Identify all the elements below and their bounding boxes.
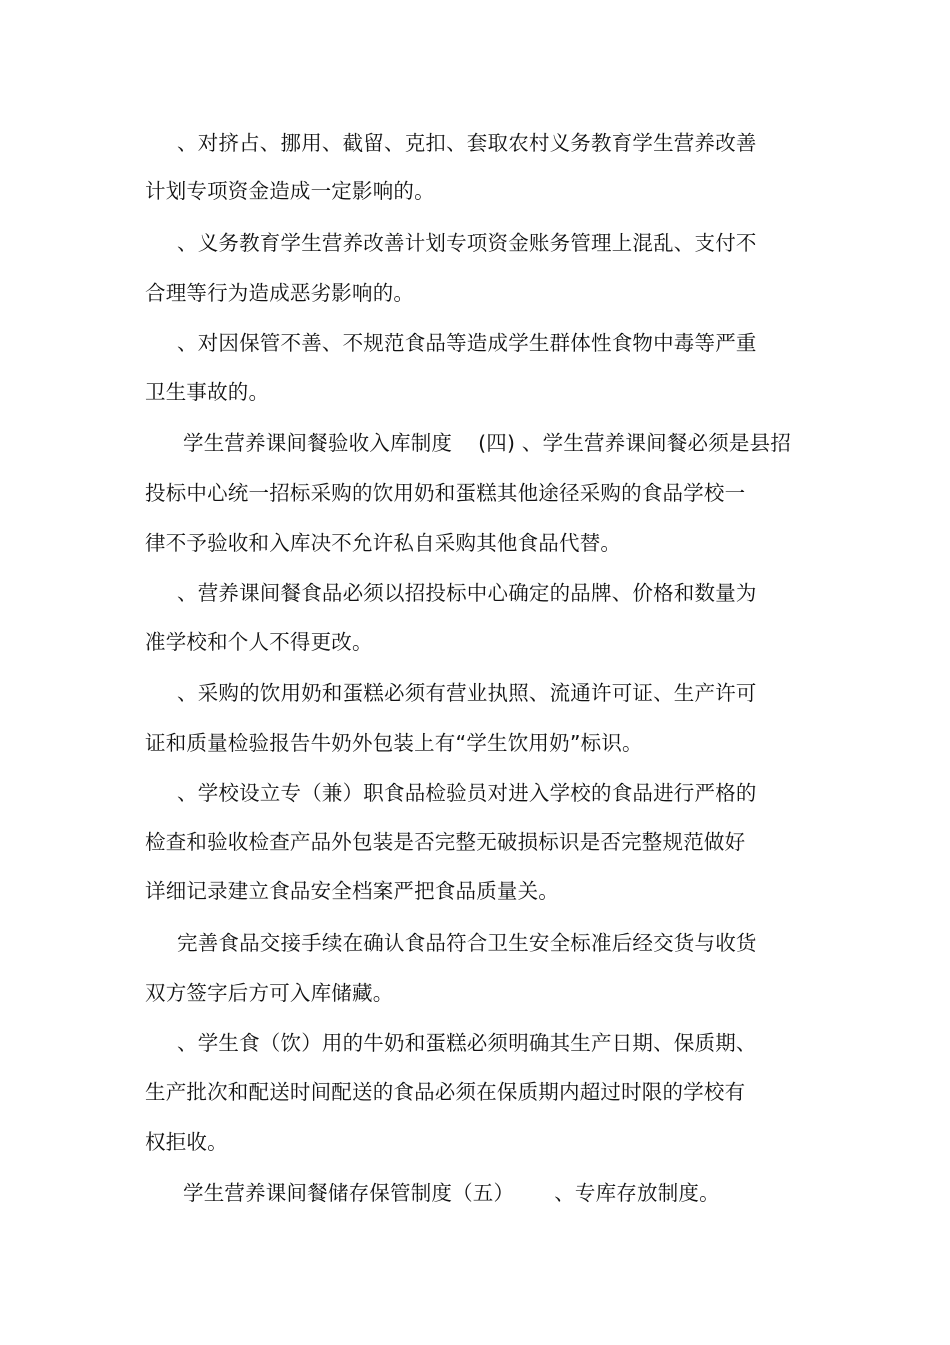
paragraph-8-line-1: 完善食品交接手续在确认食品符合卫生安全标准后经交货与收货	[177, 931, 757, 955]
paragraph-2-line-1: 、义务教育学生营养改善计划专项资金账务管理上混乱、支付不	[177, 231, 757, 255]
paragraph-5-line-1: 、营养课间餐食品必须以招投标中心确定的品牌、价格和数量为	[177, 581, 757, 605]
section-heading-storage	[183, 1179, 720, 1207]
paragraph-3-line-1: 、对因保管不善、不规范食品等造成学生群体性食物中毒等严重	[177, 331, 757, 355]
paragraph-8-line-2: 双方签字后方可入库储藏。	[145, 981, 394, 1005]
paragraph-6-line-2: 证和质量检验报告牛奶外包装上有“学生饮用奶”标识。	[145, 731, 643, 755]
section-heading-acceptance-title: 学生营养课间餐验收入库制度	[183, 431, 453, 455]
paragraph-1-line-2: 计划专项资金造成一定影响的。	[145, 179, 435, 203]
section-heading-storage-title: 学生营养课间餐储存保管制度（五）	[183, 1181, 515, 1205]
paragraph-5-line-2: 准学校和个人不得更改。	[145, 630, 373, 654]
paragraph-4-line-2: 律不予验收和入库决不允许私自采购其他食品代替。	[145, 531, 622, 555]
section-heading-acceptance-tail: (四) 、学生营养课间餐必须是县招	[478, 431, 792, 455]
paragraph-4-line-1: 投标中心统一招标采购的饮用奶和蛋糕其他途径采购的食品学校一	[145, 481, 746, 505]
section-heading-acceptance	[183, 429, 791, 457]
section-heading-storage-tail: 、专库存放制度。	[554, 1181, 720, 1205]
paragraph-7-line-2: 检查和验收检查产品外包装是否完整无破损标识是否完整规范做好	[145, 830, 746, 854]
paragraph-7-line-1: 、学校设立专（兼）职食品检验员对进入学校的食品进行严格的	[177, 781, 757, 805]
paragraph-3-line-2: 卫生事故的。	[145, 380, 270, 404]
paragraph-6-line-1: 、采购的饮用奶和蛋糕必须有营业执照、流通许可证、生产许可	[177, 681, 757, 705]
paragraph-2-line-2: 合理等行为造成恶劣影响的。	[145, 281, 415, 305]
paragraph-9-line-3: 权拒收。	[145, 1130, 228, 1154]
paragraph-9-line-1: 、学生食（饮）用的牛奶和蛋糕必须明确其生产日期、保质期、	[177, 1031, 757, 1055]
paragraph-7-line-3: 详细记录建立食品安全档案严把食品质量关。	[145, 879, 559, 903]
paragraph-1-line-1: 、对挤占、挪用、截留、克扣、套取农村义务教育学生营养改善	[177, 131, 757, 155]
paragraph-9-line-2: 生产批次和配送时间配送的食品必须在保质期内超过时限的学校有	[145, 1080, 746, 1104]
